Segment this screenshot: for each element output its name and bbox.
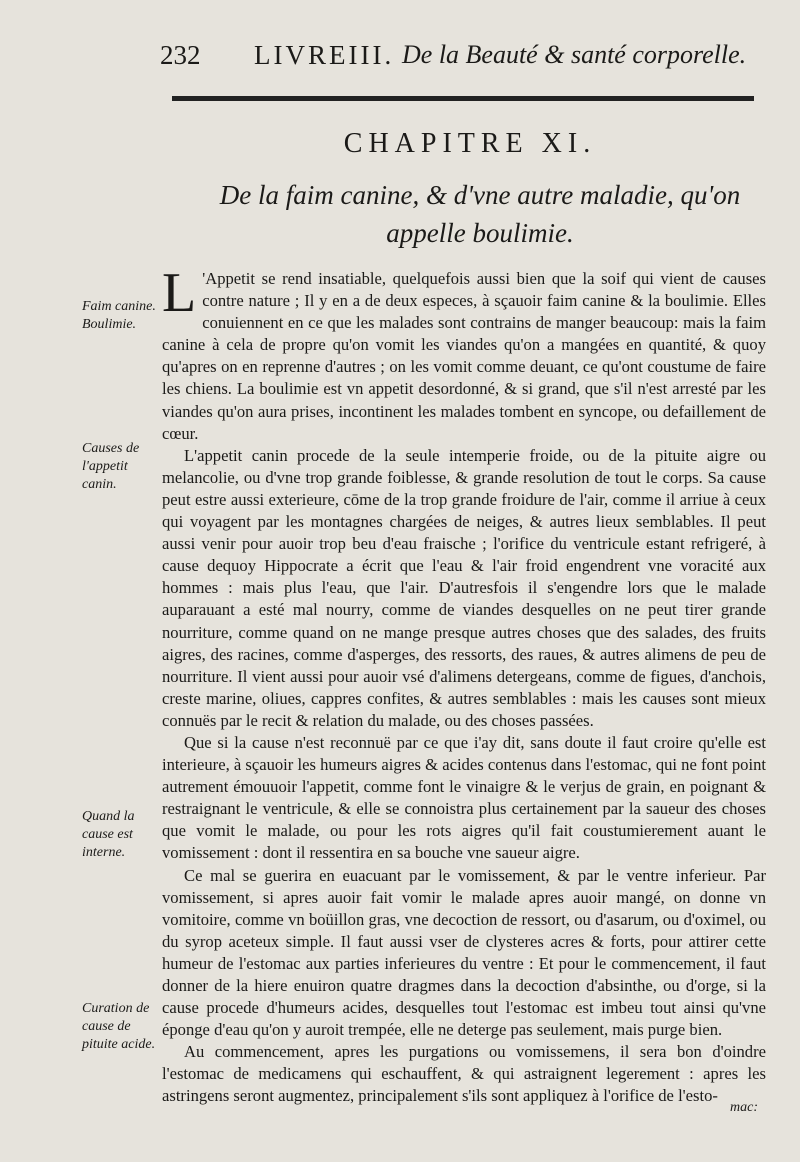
paragraph-4: Ce mal se guerira en euacuant par le vomissement, & par le ventre inferieur. Par vomissement, si apres auoir fait vomir le malade apres auoir mangé, on donne vn vomitoire, comme vn boüillon gras, vne decoction de ressort, ou d'asarum, ou d'oximel, ou du syrop aceteux simple. Il faut aussi vser de clysteres acres & forts, pour attirer cette humeur de l'estomac aux parties inferieures du ventre : Et pour le commencement, il faut donner de la hiere enuiron quatre dragmes dans la decoction d'absinthe, ou d'orge, si la cause procede d'humeurs acides, desquelles tout l'estomac est imbeu tout ainsi qu'vne éponge d'eau qu'on y auroit trempée, elle ne deterge pas seulement, mais purge bien. — [162, 865, 766, 1040]
chapter-heading: CHAPITRE XI. — [343, 128, 597, 159]
header-rule — [172, 96, 754, 101]
paragraph-1-text: 'Appetit se rend insatiable, quelquefois aussi bien que la soif qui vient de causes contre nature ; Il y en a de deux especes, à sçauoir faim canine & la boulimie. Elles conuiennent en ce que les malades sont contrains de manger beaucoup: mais la faim canine à cela de propre qu'on vomit les viandes qu'on a mangées en quantité, & quoy qu'apres on en reprenne d'autres ; on les vomit comme deuant, ce qu'ont coustume de faire les chiens. La boulimie est vn appetit desordonné, & si grand, que s'il n'est arresté par les viandes qu'on aura prises, incontinent les malades tombent en syncope, ou defaillement de cœur. — [162, 269, 766, 443]
book-label — [254, 40, 394, 71]
margin-note-faim-canine: Faim canine. Boulimie. — [82, 299, 156, 332]
body-text — [162, 262, 766, 1108]
paragraph-3: Que si la cause n'est reconnuë par ce que i'ay dit, sans doute il faut croire qu'elle est interieure, à sçauoir les humeurs aigres & acides contenus dans l'estomac, qui ne font point autrement émouuoir l'appetit, comme font le vinaigre & le verjus de grain, en poignant & restraignant le ventricule, & elle se connoistra plus certainement par la saueur des choses que vomit le malade, ou pour les rots aigres qu'il fait coustumierement auant le vomissement : dont il ressentira en sa bouche vne saueur aigre. — [162, 732, 766, 863]
margin-note-causes: Causes de l'appetit canin. — [82, 441, 140, 492]
paragraph-5: Au commencement, apres les purgations ou vomissemens, il sera bon d'oindre l'estomac de medicamens qui eschauffent, & qui astraignent legerement : apres les astringens seront augmentez, principalement s'ils sont appliquez à l'orifice de l'esto- — [162, 1042, 766, 1106]
livre-number: III. — [348, 40, 395, 70]
page-number: 232 — [160, 40, 201, 70]
drop-cap: L — [162, 262, 197, 324]
chapter-subtitle: De la faim canine, & d'vne autre maladie, qu'on appelle boulimie. — [219, 180, 741, 248]
margin-note-curation: Curation de cause de pituite acide. — [82, 1001, 156, 1052]
paragraph-1 — [162, 262, 766, 445]
running-title: De la Beauté & santé corporelle. — [402, 40, 747, 69]
paragraph-2: L'appetit canin procede de la seule intemperie froide, ou de la pituite aigre ou melancolie, ou d'vne trop grande foiblesse, & grande resolution de tout le corps. Sa cause peut estre aussi exterieure, cōme de la trop grande froidure de l'air, comme il arriue à ceux qui voyagent par les montagnes chargées de neiges, & autres lieux semblables. Il peut aussi venir pour auoir trop beu d'eau fraische ; l'orifice du ventricule estant refrigeré, à cause dequoy Hippocrate a écrit que l'eau & l'air froid engendrent vne voracité aux hommes : mais plus l'eau, que l'air. D'autresfois il s'engendre lors que le malade auparauant a esté mal nourry, comme de viandes desquelles on ne peut tirer grande nourriture, comme quand on ne mange presque autres choses que des salades, des fruits aigres, des racines, comme d'asperges, des ressorts, des raues, & autres alimens de peu de nourriture. Il vient aussi pour auoir vsé d'alimens detergeans, comme de figues, d'anchois, creste marine, oliues, cappres confites, & autres semblables : mais les causes sont mieux connuës par le recit & relation du malade, ou des choses passées. — [162, 445, 766, 730]
catchword: mac: — [730, 1100, 758, 1115]
running-head — [160, 38, 747, 78]
livre-word: LIVRE — [254, 40, 349, 70]
margin-note-cause-interne: Quand la cause est interne. — [82, 809, 135, 860]
